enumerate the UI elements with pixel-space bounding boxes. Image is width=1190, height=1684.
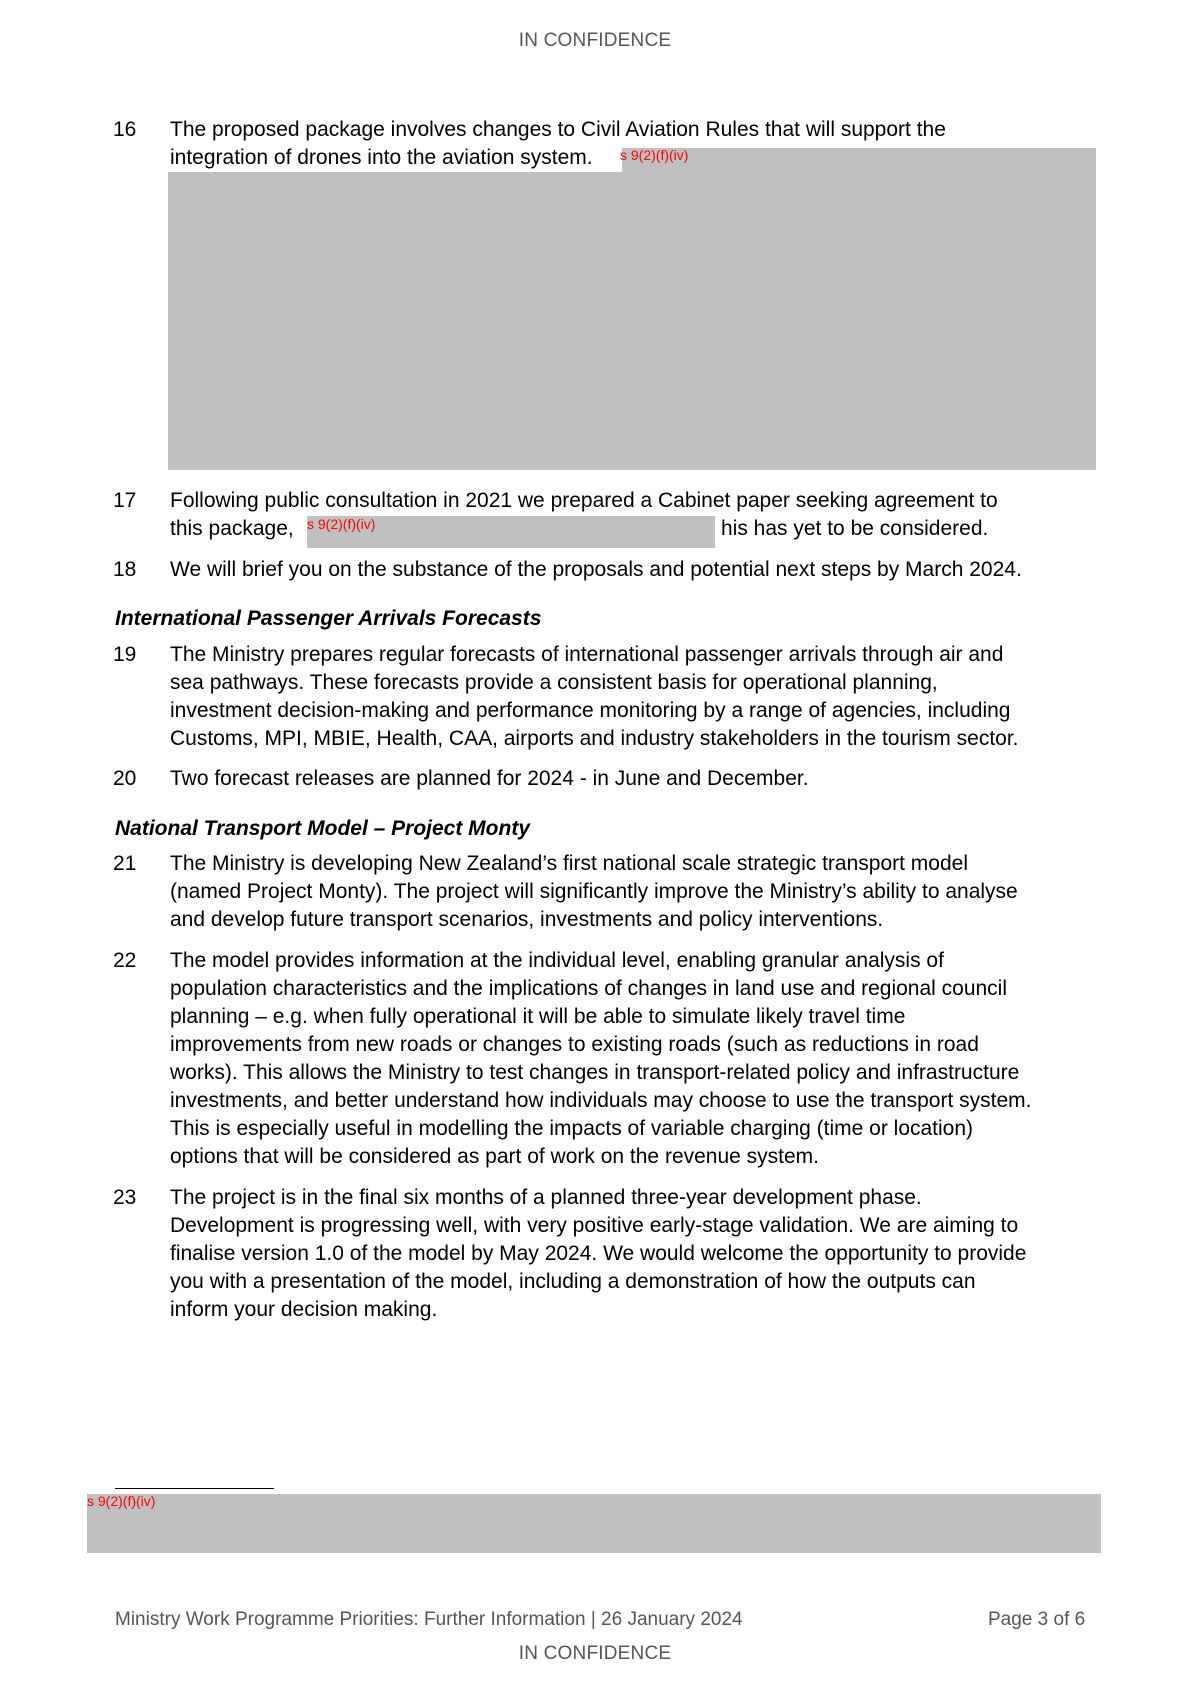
paragraph-number: 19 [113,643,137,666]
footer-classification: IN CONFIDENCE [518,1643,672,1664]
text-line: We will brief you on the substance of the proposals and potential next steps by March 2024. [170,558,1022,581]
paragraph-text [170,1184,1150,1324]
paragraph-number: 18 [113,558,137,581]
section-heading: National Transport Model – Project Monty [115,817,530,840]
text-line: The proposed package involves changes to Civil Aviation Rules that will support the [170,118,946,141]
redaction-label: s 9(2)(f)(iv) [87,1493,156,1509]
text-line: Two forecast releases are planned for 2024 - in June and December. [170,767,809,790]
header-classification: IN CONFIDENCE [518,30,672,51]
redaction-block [87,1494,1101,1553]
paragraph-text [170,947,1150,1171]
text-line: his has yet to be considered. [721,517,989,540]
text-line: The Ministry is developing New Zealand’s first national scale strategic transport model [170,852,968,875]
paragraph-number: 16 [113,118,137,141]
redaction-label: s 9(2)(f)(iv) [620,147,689,163]
text-line: (named Project Monty). The project will significantly improve the Ministry’s ability to analyse [170,880,1018,903]
text-line: sea pathways. These forecasts provide a consistent basis for operational planning, [170,671,938,694]
paragraph-number: 22 [113,949,137,972]
text-line: you with a presentation of the model, including a demonstration of how the outputs can [170,1270,976,1293]
text-line: finalise version 1.0 of the model by May 2024. We would welcome the opportunity to provide [170,1242,1027,1265]
paragraph-number: 17 [113,489,137,512]
redaction-label: s 9(2)(f)(iv) [307,516,376,532]
footer-document-title: Ministry Work Programme Priorities: Further Information | 26 January 2024 [115,1609,743,1630]
text-line: works). This allows the Ministry to test changes in transport-related policy and infrastructure [170,1061,1020,1084]
redaction-block [622,148,1096,172]
paragraph-number: 20 [113,767,137,790]
footer-page-number: Page 3 of 6 [988,1609,1086,1630]
paragraph-number: 21 [113,852,137,875]
text-line: planning – e.g. when fully operational it will be able to simulate likely travel time [170,1005,906,1028]
text-line: Following public consultation in 2021 we prepared a Cabinet paper seeking agreement to [170,489,998,512]
text-line: inform your decision making. [170,1298,438,1321]
redaction-block [168,172,1096,470]
text-line: integration of drones into the aviation system. [170,146,593,169]
section-heading: International Passenger Arrivals Forecasts [115,607,542,630]
paragraph-text [170,765,1150,793]
text-line: and develop future transport scenarios, investments and policy interventions. [170,908,884,931]
text-line: The project is in the final six months of a planned three-year development phase. [170,1186,922,1209]
paragraph-text [170,556,1150,584]
text-line: This is especially useful in modelling the impacts of variable charging (time or location) [170,1117,974,1140]
paragraph-number: 23 [113,1186,137,1209]
text-line: options that will be considered as part of work on the revenue system. [170,1145,820,1168]
text-line: investment decision-making and performance monitoring by a range of agencies, including [170,699,1011,722]
paragraph-text [170,641,1150,753]
text-line: The Ministry prepares regular forecasts of international passenger arrivals through air and [170,643,1004,666]
paragraph-text [170,850,1150,934]
text-line: The model provides information at the individual level, enabling granular analysis of [170,949,944,972]
footnote-separator [115,1488,274,1489]
text-line: this package, [170,517,294,540]
text-line: Customs, MPI, MBIE, Health, CAA, airports and industry stakeholders in the tourism sector. [170,727,1019,750]
text-line: Development is progressing well, with very positive early-stage validation. We are aiming to [170,1214,1019,1237]
text-line: population characteristics and the implications of changes in land use and regional council [170,977,1008,1000]
text-line: investments, and better understand how individuals may choose to use the transport system. [170,1089,1032,1112]
text-line: improvements from new roads or changes to existing roads (such as reductions in road [170,1033,979,1056]
